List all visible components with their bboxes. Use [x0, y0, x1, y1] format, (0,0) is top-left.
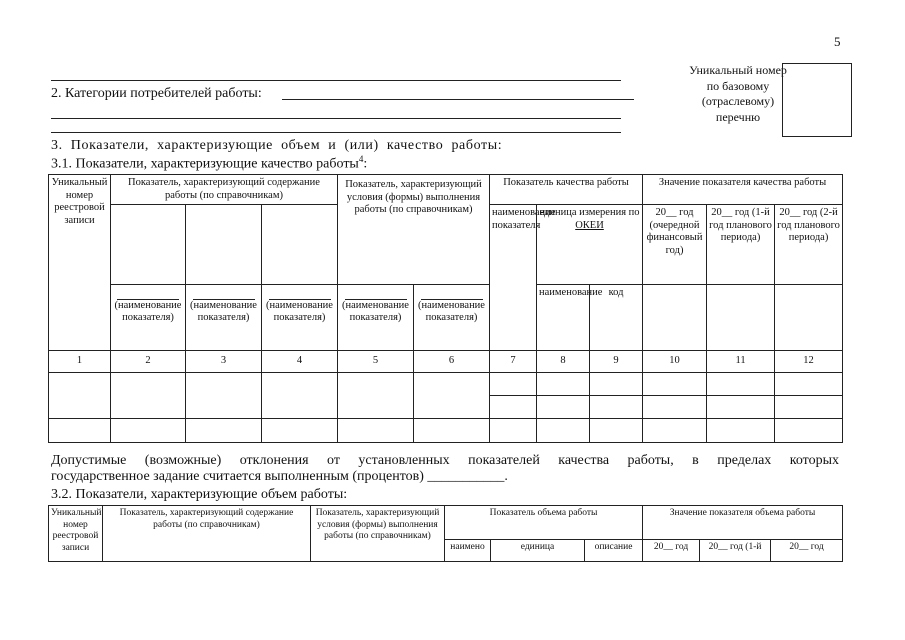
- section-2-label: 2. Категории потребителей работы:: [51, 86, 262, 101]
- header-quality-name: наименование показателя: [490, 205, 537, 351]
- data-cell[interactable]: [537, 373, 590, 396]
- data-cell[interactable]: [49, 373, 111, 419]
- data-cell[interactable]: [490, 419, 537, 443]
- data-cell[interactable]: [262, 373, 338, 419]
- data-cell[interactable]: [338, 373, 414, 419]
- volume-indicators-table: [48, 505, 843, 562]
- data-cell[interactable]: [590, 419, 643, 443]
- header-quality-indicator: Показатель качества работы: [490, 175, 643, 205]
- header-year-plan-2: 20__ год: [771, 540, 843, 562]
- table-row: [49, 373, 843, 396]
- okei-link[interactable]: ОКЕИ: [575, 219, 604, 231]
- column-number: 12: [775, 351, 843, 373]
- header-unit-name: наименование: [537, 285, 590, 351]
- column-number: 1: [49, 351, 111, 373]
- column-number: 10: [643, 351, 707, 373]
- blank-line: [51, 132, 621, 133]
- blank-cell: [775, 285, 843, 351]
- header-indicator-name: (наименование показателя): [414, 285, 490, 351]
- header-content-indicator: Показатель, характеризующий содержание работы (по справочникам): [103, 506, 311, 562]
- deviations-text-line1: Допустимые (возможные) отклонения от установленных показателей качества работы, в пределах которых: [51, 453, 839, 468]
- section-3-title: 3. Показатели, характеризующие объем и (или) качество работы:: [51, 138, 503, 153]
- header-conditions-indicator: Показатель, характеризующий условия (формы) выполнения работы (по справочникам): [338, 175, 490, 285]
- header-content-indicator: Показатель, характеризующий содержание работы (по справочникам): [111, 175, 338, 205]
- data-cell[interactable]: [707, 419, 775, 443]
- data-cell[interactable]: [643, 396, 707, 419]
- header-volume-unit: единица: [491, 540, 585, 562]
- data-cell[interactable]: [49, 419, 111, 443]
- data-cell[interactable]: [590, 396, 643, 419]
- header-unique-number: Уникальный номер реестровой записи: [49, 506, 103, 562]
- data-cell[interactable]: [590, 373, 643, 396]
- header-unit-okei: единица измерения по ОКЕИ: [537, 205, 643, 285]
- data-cell[interactable]: [111, 419, 186, 443]
- data-cell[interactable]: [707, 373, 775, 396]
- consumer-category-field[interactable]: [282, 99, 634, 100]
- header-unit-code: код: [590, 285, 643, 351]
- section-3-1-title: 3.1. Показатели, характеризующие качество работы$^4$:: [51, 154, 368, 172]
- blank-cell: [186, 205, 262, 285]
- data-cell[interactable]: [414, 419, 490, 443]
- data-cell[interactable]: [775, 373, 843, 396]
- unique-number-box[interactable]: [782, 63, 852, 137]
- data-cell[interactable]: [643, 373, 707, 396]
- column-number: 4: [262, 351, 338, 373]
- data-cell[interactable]: [707, 396, 775, 419]
- quality-indicators-table: [48, 174, 843, 443]
- blank-cell: [707, 285, 775, 351]
- footnote-mark: 4: [358, 154, 364, 164]
- header-volume-description: описание: [585, 540, 643, 562]
- header-volume-value: Значение показателя объема работы: [643, 506, 843, 540]
- data-cell[interactable]: [490, 396, 537, 419]
- header-indicator-name: (наименование показателя): [262, 285, 338, 351]
- page-number: 5: [834, 34, 841, 49]
- blank-cell: [643, 285, 707, 351]
- header-volume-indicator: Показатель объема работы: [445, 506, 643, 540]
- header-volume-name: наимено: [445, 540, 491, 562]
- header-year-plan-2: 20__ год (2-й год планового периода): [775, 205, 843, 285]
- header-indicator-name: (наименование показателя): [186, 285, 262, 351]
- table-row: [49, 419, 843, 443]
- unique-number-label: Уникальный номер по базовому (отраслевому) перечню: [689, 63, 787, 124]
- data-cell[interactable]: [186, 373, 262, 419]
- data-cell[interactable]: [775, 396, 843, 419]
- header-indicator-name: (наименование показателя): [338, 285, 414, 351]
- data-cell[interactable]: [186, 419, 262, 443]
- blank-cell: [262, 205, 338, 285]
- blank-line: [51, 118, 621, 119]
- header-unique-number: Уникальный номер реестровой записи: [49, 175, 111, 351]
- header-year-current: 20__ год (очередной финансовый год): [643, 205, 707, 285]
- header-conditions-indicator: Показатель, характеризующий условия (формы) выполнения работы (по справочникам): [311, 506, 445, 562]
- data-cell[interactable]: [262, 419, 338, 443]
- column-number: 9: [590, 351, 643, 373]
- section-3-2-title: 3.2. Показатели, характеризующие объем работы:: [51, 487, 348, 502]
- header-quality-value: Значение показателя качества работы: [643, 175, 843, 205]
- data-cell[interactable]: [414, 373, 490, 419]
- blank-cell: [111, 205, 186, 285]
- data-cell[interactable]: [338, 419, 414, 443]
- column-number: 6: [414, 351, 490, 373]
- column-number: 2: [111, 351, 186, 373]
- header-year-current: 20__ год: [643, 540, 700, 562]
- column-number-row: [49, 351, 843, 373]
- column-number: 5: [338, 351, 414, 373]
- column-number: 8: [537, 351, 590, 373]
- header-year-plan-1: 20__ год (1-й год планового периода): [707, 205, 775, 285]
- data-cell[interactable]: [490, 373, 537, 396]
- data-cell[interactable]: [537, 419, 590, 443]
- deviations-text-line2: государственное задание считается выполненным (процентов) ___________.: [51, 469, 508, 484]
- data-cell[interactable]: [775, 419, 843, 443]
- data-cell[interactable]: [537, 396, 590, 419]
- header-year-plan-1: 20__ год (1-й: [700, 540, 771, 562]
- column-number: 3: [186, 351, 262, 373]
- column-number: 11: [707, 351, 775, 373]
- data-cell[interactable]: [111, 373, 186, 419]
- divider-line: [51, 80, 621, 81]
- header-indicator-name: (наименование показателя): [111, 285, 186, 351]
- data-cell[interactable]: [643, 419, 707, 443]
- column-number: 7: [490, 351, 537, 373]
